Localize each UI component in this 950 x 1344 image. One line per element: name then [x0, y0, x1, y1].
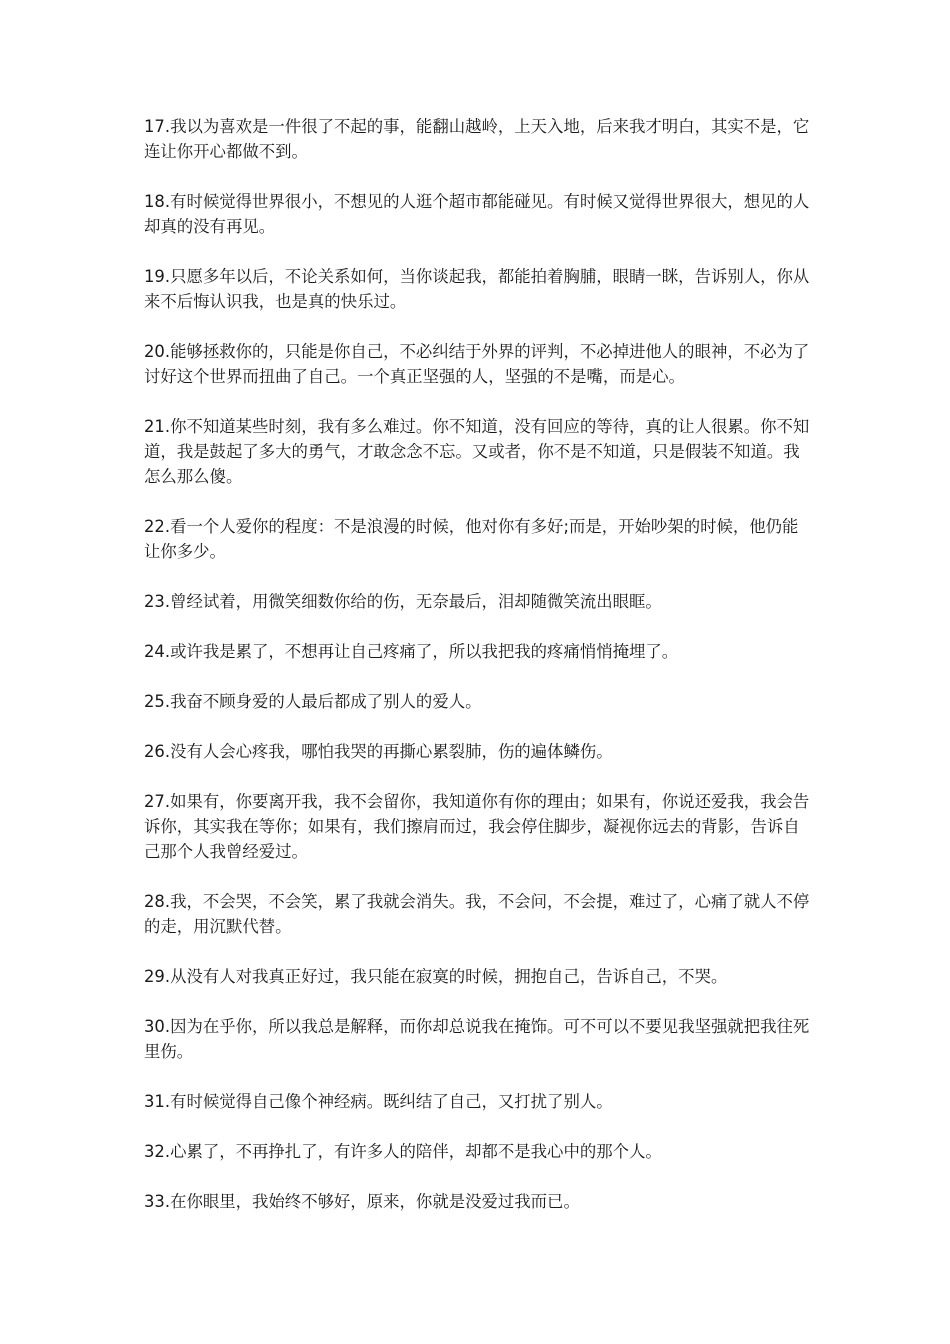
paragraph-25: 25.我奋不顾身爱的人最后都成了别人的爱人。: [144, 692, 482, 711]
paragraph-17: 17.我以为喜欢是一件很了不起的事，能翻山越岭，上天入地，后来我才明白，其实不是，它连让你开心都做不到。: [144, 117, 810, 161]
document-body: [144, 114, 812, 1239]
paragraph-21: 21.你不知道某些时刻，我有多么难过。你不知道，没有回应的等待，真的让人很累。你不知道，我是鼓起了多大的勇气，才敢念念不忘。又或者，你不是不知道，只是假装不知道。我怎么那么傻。: [144, 417, 810, 486]
paragraph-23: 23.曾经试着，用微笑细数你给的伤，无奈最后，泪却随微笑流出眼眶。: [144, 592, 662, 611]
paragraph-32: 32.心累了，不再挣扎了，有许多人的陪伴，却都不是我心中的那个人。: [144, 1142, 662, 1161]
paragraph-19: 19.只愿多年以后，不论关系如何，当你谈起我，都能拍着胸脯，眼睛一眯，告诉别人，你从来不后悔认识我，也是真的快乐过。: [144, 267, 810, 311]
paragraph-28: 28.我，不会哭，不会笑，累了我就会消失。我，不会问，不会提，难过了，心痛了就人不停的走，用沉默代替。: [144, 892, 810, 936]
paragraph-31: 31.有时候觉得自己像个神经病。既纠结了自己，又打扰了别人。: [144, 1092, 613, 1111]
paragraph-29: 29.从没有人对我真正好过，我只能在寂寞的时候，拥抱自己，告诉自己，不哭。: [144, 967, 728, 986]
paragraph-24: 24.或许我是累了，不想再让自己疼痛了，所以我把我的疼痛悄悄掩埋了。: [144, 642, 679, 661]
paragraph-27: 27.如果有，你要离开我，我不会留你，我知道你有你的理由；如果有，你说还爱我，我会告诉你，其实我在等你；如果有，我们擦肩而过，我会停住脚步，凝视你远去的背影，告诉自己那个人我曾经爱过。: [144, 792, 810, 861]
paragraph-26: 26.没有人会心疼我，哪怕我哭的再撕心累裂肺，伤的遍体鳞伤。: [144, 742, 613, 761]
paragraph-18: 18.有时候觉得世界很小，不想见的人逛个超市都能碰见。有时候又觉得世界很大，想见的人却真的没有再见。: [144, 192, 810, 236]
paragraph-33: 33.在你眼里，我始终不够好，原来，你就是没爱过我而已。: [144, 1192, 580, 1211]
paragraph-22: 22.看一个人爱你的程度：不是浪漫的时候，他对你有多好;而是，开始吵架的时候，他仍能让你多少。: [144, 517, 799, 561]
paragraph-20: 20.能够拯救你的，只能是你自己，不必纠结于外界的评判，不必掉进他人的眼神，不必为了讨好这个世界而扭曲了自己。一个真正坚强的人，坚强的不是嘴，而是心。: [144, 342, 810, 386]
paragraph-30: 30.因为在乎你，所以我总是解释，而你却总说我在掩饰。可不可以不要见我坚强就把我往死里伤。: [144, 1017, 810, 1061]
